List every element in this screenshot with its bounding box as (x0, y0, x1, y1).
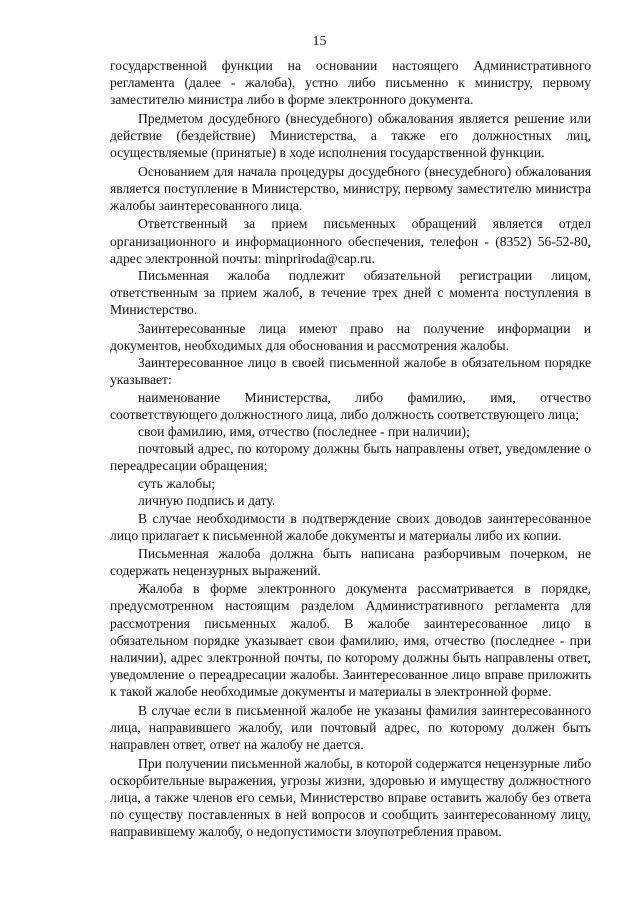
paragraph-grounds: Основанием для начала процедуры досудебного (внесудебного) обжалования является поступление в Министерство, министру, первому заместителю министра жалобы заинтересованного лица. (110, 163, 591, 213)
list-item-address: почтовый адрес, по которому должны быть направлены ответ, уведомление о переадресации обращения; (110, 441, 591, 474)
paragraph-subject: Предметом досудебного (внесудебного) обжалования является решение или действие (бездействие) Министерства, а также его должностных лиц, осуществляемые (принятые) в ходе исполнения государственной функции. (110, 110, 591, 161)
paragraph-responsible: Ответственный за прием письменных обращений является отдел организационного и информационного обеспечения, телефон - (8352) 56-52-80, адрес электронной почты: minpriroda@cap.ru. (110, 216, 591, 266)
list-item-signature: личную подпись и дату. (138, 492, 276, 508)
list-item-name: свои фамилию, имя, отчество (последнее - при наличии); (138, 424, 470, 440)
document-body (110, 57, 591, 841)
paragraph-continuation: государственной функции на основании настоящего Административного регламента (далее - жалоба), устно либо письменно к министру, первому заместителю министра либо в форме электронного документа. (110, 58, 591, 108)
list-item-ministry: наименование Министерства, либо фамилию, имя, отчество соответствующего должностного лица, либо должность соответствующего лица; (110, 389, 591, 422)
paragraph-no-name: В случае если в письменной жалобе не указаны фамилия заинтересованного лица, направившего жалобу, или почтовый адрес, по которому должен быть направлен ответ, ответ на жалобу не дается. (110, 702, 591, 753)
paragraph-requirements: Заинтересованное лицо в своей письменной жалобе в обязательном порядке указывает: (110, 355, 591, 388)
paragraph-attachments: В случае необходимости в подтверждение своих доводов заинтересованное лицо прилагает к письменной жалобе документы и материалы либо их копии. (110, 511, 591, 544)
list-item-essence: суть жалобы; (138, 475, 216, 491)
paragraph-electronic: Жалоба в форме электронного документа рассматривается в порядке, предусмотренном настоящим разделом Административного регламента для рассмотрения письменных жалоб. В жалобе заинтересованное лицо в обязательном порядке указывает свои фамилию, имя, отчество (последнее - при наличии), адрес электронной почты, по которому должны быть направлены ответ, уведомление о переадресации жалобы. Заинтересованное лицо вправе приложить к такой жалобе необходимые документы и материалы в электронной форме. (110, 581, 591, 700)
paragraph-registration: Письменная жалоба подлежит обязательной регистрации лицом, ответственным за прием жалоб, в течение трех дней с момента поступления в Министерство. (110, 268, 591, 318)
page-number: 15 (312, 34, 327, 49)
paragraph-rights: Заинтересованные лица имеют право на получение информации и документов, необходимых для обоснования и рассмотрения жалобы. (110, 320, 591, 353)
paragraph-handwriting: Письменная жалоба должна быть написана разборчивым почерком, не содержать нецензурных выражений. (110, 545, 591, 578)
paragraph-offensive: При получении письменной жалобы, в которой содержатся нецензурные либо оскорбительные выражения, угрозы жизни, здоровью и имуществу должностного лица, а также членов его семьи, Министерство вправе оставить жалобу без ответа по существу поставленных в ней вопросов и сообщить заинтересованному лицу, направившему жалобу, о недопустимости злоупотребления правом. (110, 755, 591, 840)
